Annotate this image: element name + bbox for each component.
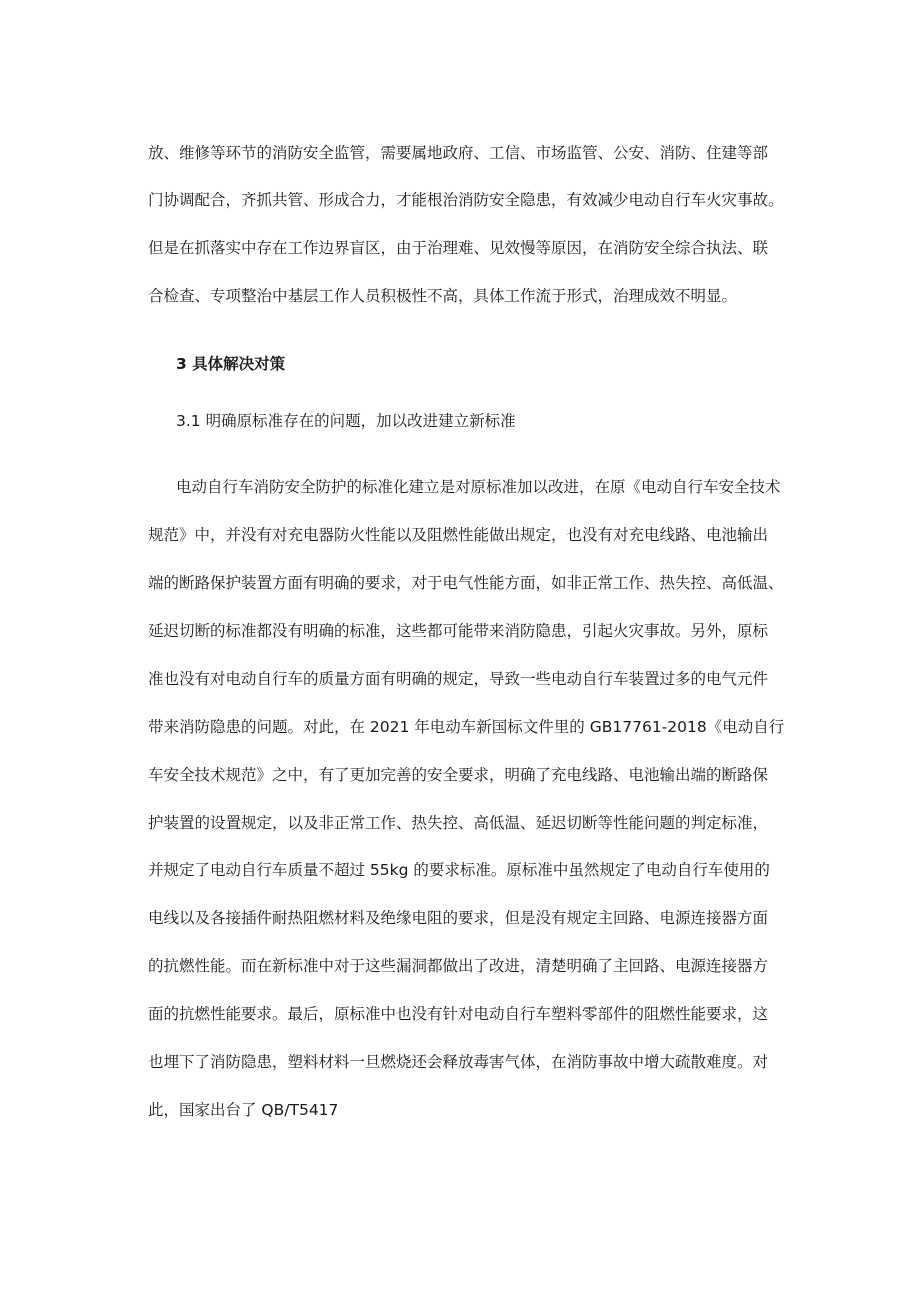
paragraph-line: 准也没有对电动自行车的质量方面有明确的规定，导致一些电动自行车装置过多的电气元件 (148, 670, 769, 688)
section-heading: 3 具体解决对策 (176, 355, 286, 373)
paragraph-line: 的抗燃性能。而在新标准中对于这些漏洞都做出了改进，清楚明确了主回路、电源连接器方 (148, 957, 769, 975)
paragraph-line: 并规定了电动自行车质量不超过 55kg 的要求标准。原标准中虽然规定了电动自行车使用的 (148, 861, 770, 879)
paragraph-line: 此，国家出台了 QB/T5417 (148, 1101, 339, 1119)
paragraph-line: 放、维修等环节的消防安全监管，需要属地政府、工信、市场监管、公安、消防、住建等部 (148, 144, 769, 162)
paragraph-line: 但是在抓落实中存在工作边界盲区，由于治理难、见效慢等原因，在消防安全综合执法、联 (148, 239, 769, 257)
paragraph-line: 端的断路保护装置方面有明确的要求，对于电气性能方面，如非正常工作、热失控、高低温、 (148, 574, 784, 592)
paragraph-line: 护装置的设置规定，以及非正常工作、热失控、高低温、延迟切断等性能问题的判定标准， (148, 814, 769, 832)
paragraph-line: 门协调配合，齐抓共管、形成合力，才能根治消防安全隐患，有效减少电动自行车火灾事故。 (148, 191, 784, 209)
paragraph-line: 延迟切断的标准都没有明确的标准，这些都可能带来消防隐患，引起火灾事故。另外，原标 (148, 622, 769, 640)
paragraph-line: 合检查、专项整治中基层工作人员积极性不高，具体工作流于形式，治理成效不明显。 (148, 287, 738, 305)
paragraph-line: 也埋下了消防隐患，塑料材料一旦燃烧还会释放毒害气体，在消防事故中增大疏散难度。对 (148, 1053, 769, 1071)
paragraph-line: 电动自行车消防安全防护的标准化建立是对原标准加以改进，在原《电动自行车安全技术 (176, 478, 781, 496)
paragraph-line: 带来消防隐患的问题。对此，在 2021 年电动车新国标文件里的 GB17761-2018《电动自行 (148, 718, 785, 736)
paragraph-line: 电线以及各接插件耐热阻燃材料及绝缘电阻的要求，但是没有规定主回路、电源连接器方面 (148, 909, 769, 927)
subsection-heading: 3.1 明确原标准存在的问题，加以改进建立新标准 (176, 412, 516, 430)
paragraph-line: 规范》中，并没有对充电器防火性能以及阻燃性能做出规定，也没有对充电线路、电池输出 (148, 526, 769, 544)
paragraph-line: 面的抗燃性能要求。最后，原标准中也没有针对电动自行车塑料零部件的阻燃性能要求，这 (148, 1005, 769, 1023)
paragraph-line: 车安全技术规范》之中，有了更加完善的安全要求，明确了充电线路、电池输出端的断路保 (148, 766, 769, 784)
